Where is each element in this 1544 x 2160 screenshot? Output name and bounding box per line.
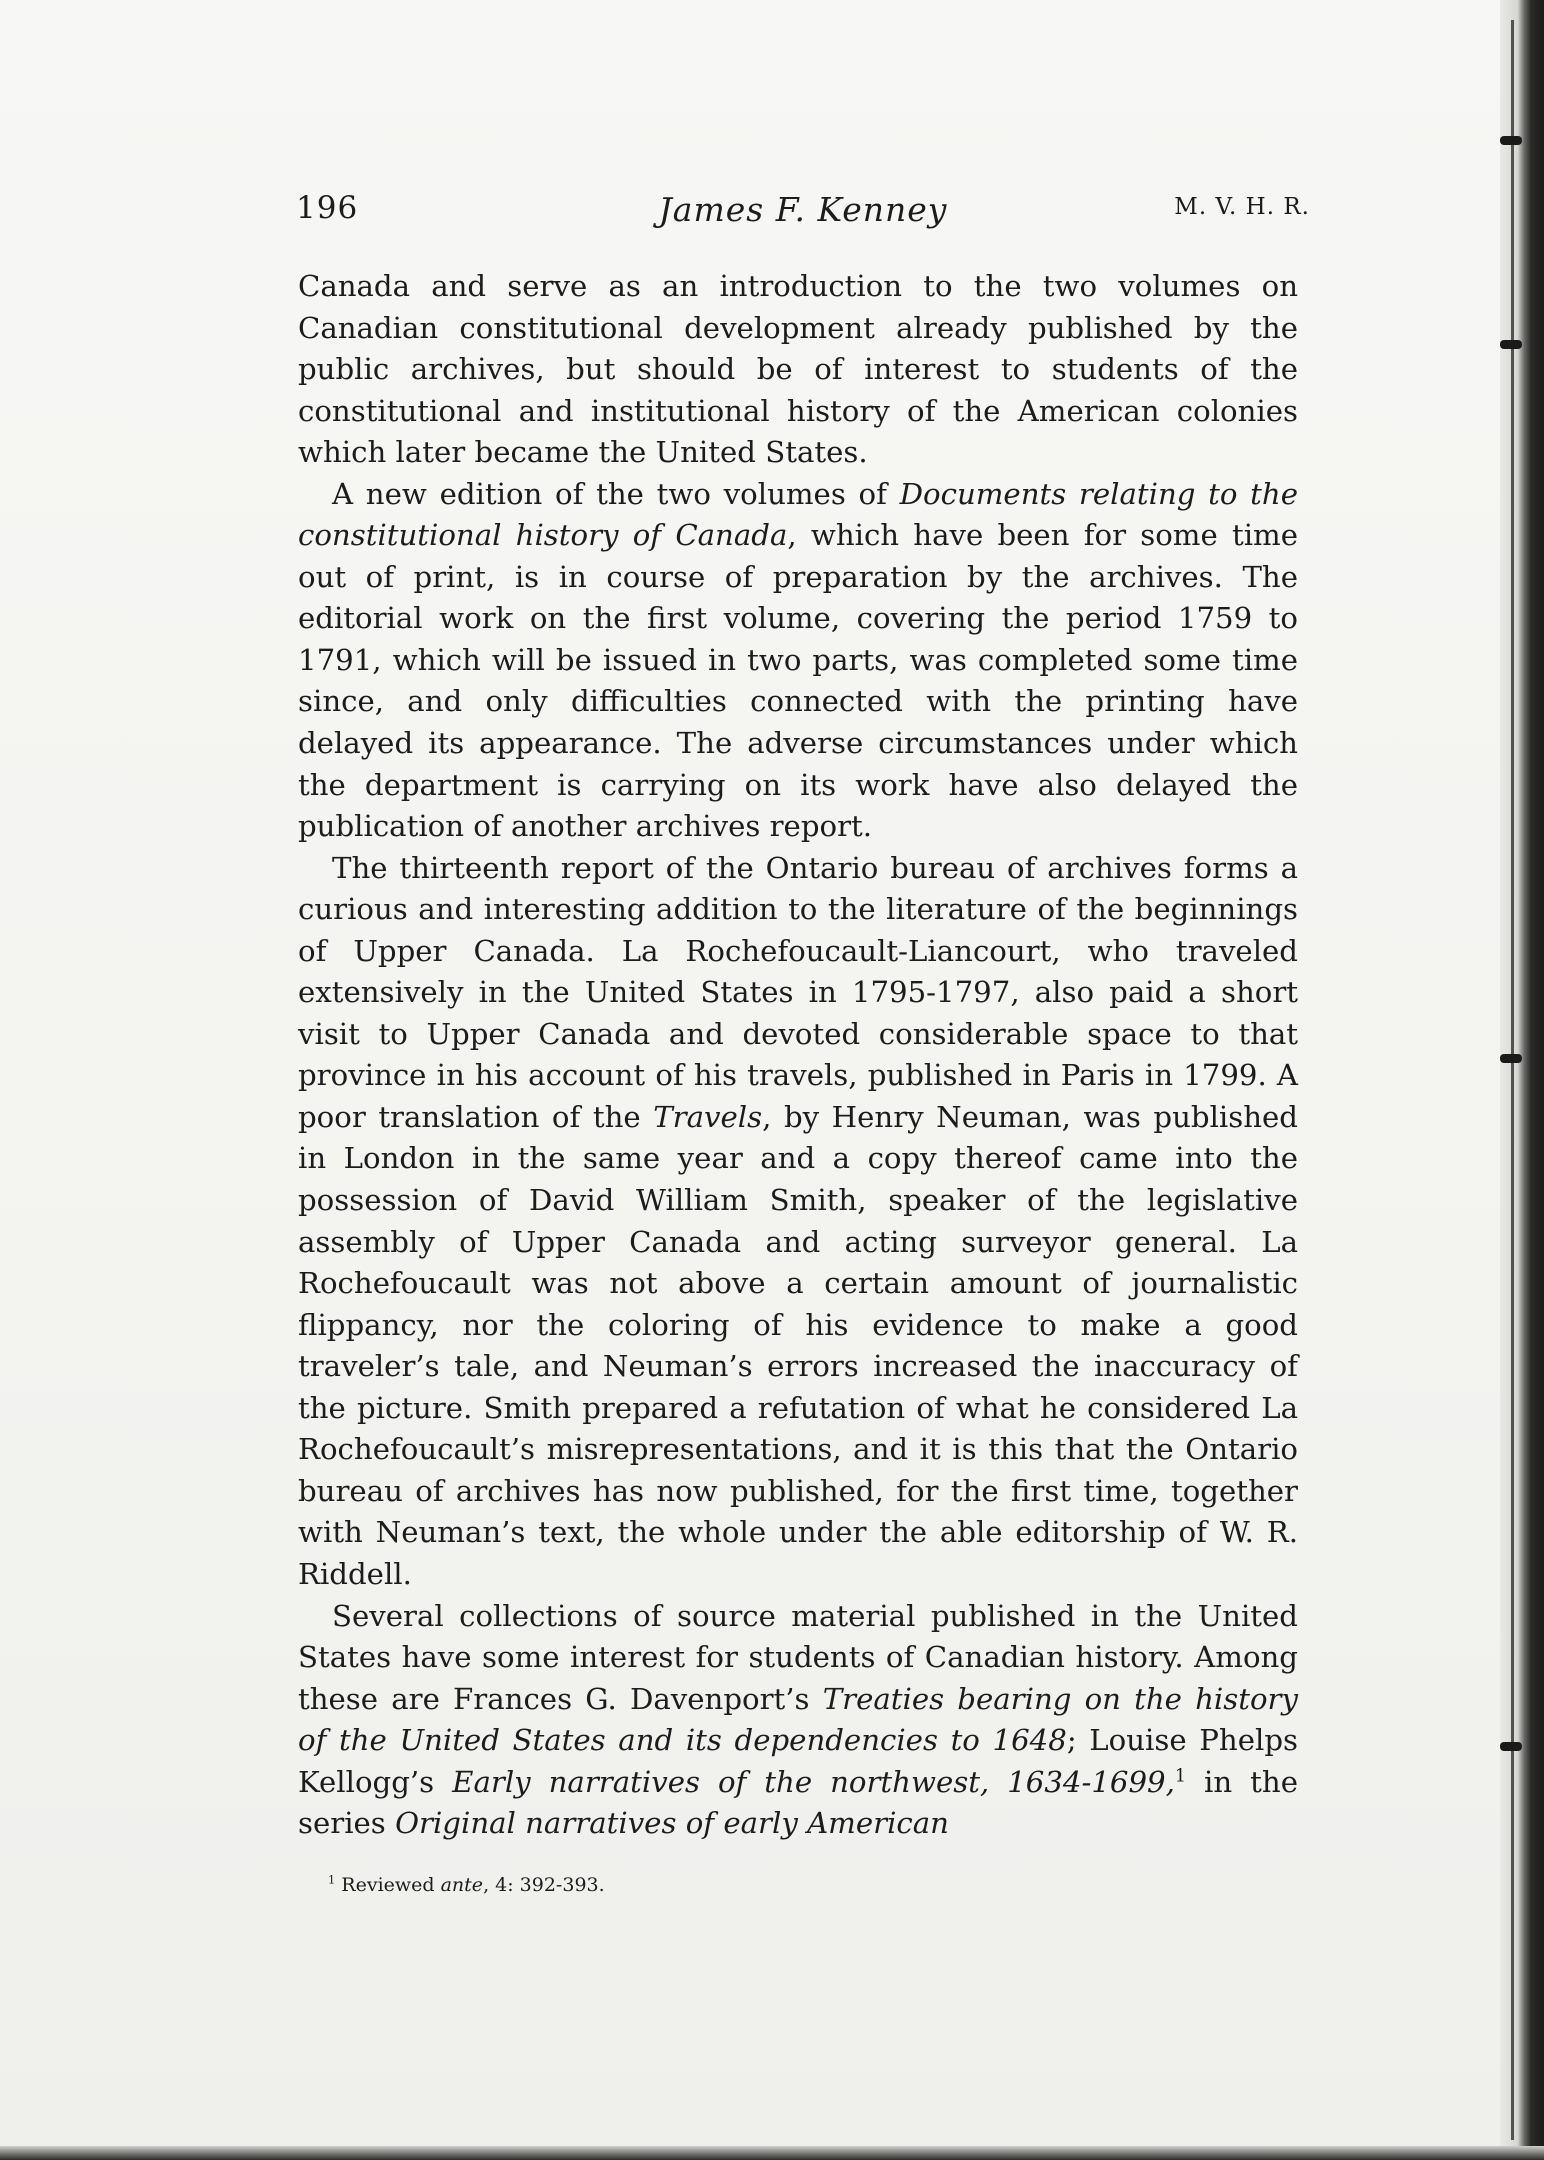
text-run: Canada and serve as an introduction to the two volumes on Canadian constitutional development already published by the public archives, but should be of interest to students of the constitutional and institutional history of the American colonies which later became the United States. xyxy=(298,269,1298,470)
running-title: James F. Kenney xyxy=(658,190,948,229)
paragraph xyxy=(298,266,1298,474)
footnote-number: 1 xyxy=(328,1872,336,1887)
scan-artifact-mark xyxy=(1500,1054,1522,1063)
italic-title: Travels xyxy=(653,1099,763,1134)
italic-title: Documents relating to the constitutional history of Canada xyxy=(298,476,1298,553)
text-run: in the series xyxy=(298,1764,1298,1841)
page-binding-edge xyxy=(1500,0,1544,2160)
body-text xyxy=(298,266,1298,1845)
scan-artifact-mark xyxy=(1500,340,1522,349)
page-number: 196 xyxy=(296,190,359,226)
scan-artifact-mark xyxy=(1500,136,1522,145)
page-bottom-edge xyxy=(0,2146,1544,2160)
running-header xyxy=(296,190,1310,240)
footnote xyxy=(328,1872,1228,1898)
text-run: ; Louise Phelps Kellogg’s xyxy=(298,1723,1298,1799)
text-run: A new edition of the two volumes of xyxy=(332,476,900,511)
journal-abbreviation: M. V. H. R. xyxy=(1174,194,1310,220)
italic-title: Treaties bearing on the history of the United States and its dependencies to 1648 xyxy=(298,1681,1298,1758)
footnote-marker: 1 xyxy=(1174,1765,1187,1786)
text-run: , by Henry Neuman, was published in London in the same year and a copy thereof came into the possession of David William Smith, speaker of the legislative assembly of Upper Canada and acting surveyor general. La Rochefoucault was not above a certain amount of journalistic flippancy, nor the coloring of his evidence to make a good traveler’s tale, and Neuman’s errors increased the inaccuracy of the picture. Smith prepared a refutation of what he considered La Rochefoucault’s misrepresentations, and it is this that the Ontario bureau of archives has now published, for the first time, together with Neuman’s text, the whole under the able editorship of W. R. Riddell. xyxy=(298,1099,1298,1591)
text-run: Reviewed xyxy=(335,1874,441,1896)
scan-artifact-mark xyxy=(1500,1742,1522,1751)
text-run: The thirteenth report of the Ontario bureau of archives forms a curious and interesting addition to the literature of the beginnings of Upper Canada. La Rochefoucault-Liancourt, who traveled extensively in the United States in 1795-1797, also paid a short visit to Upper Canada and devoted considerable space to that province in his account of his travels, published in Paris in 1799. A poor translation of the xyxy=(298,850,1298,1134)
italic-title: Original narratives of early American xyxy=(395,1806,949,1841)
paragraph xyxy=(298,1596,1298,1845)
page-edge-line xyxy=(1511,20,1514,2140)
text-run: , which have been for some time out of print, is in course of preparation by the archives. The editorial work on the first volume, covering the period 1759 to 1791, which will be issued in two parts, was completed some time since, and only difficulties connected with the printing have delayed its appearance. The adverse circumstances under which the department is carrying on its work have also delayed the publication of another archives report. xyxy=(298,518,1298,844)
italic-title: Early narratives of the northwest, 1634-1699, xyxy=(452,1764,1175,1799)
paragraph xyxy=(298,474,1298,848)
paragraph xyxy=(298,848,1298,1596)
text-run: Several collections of source material published in the United States have some interest for students of Canadian history. Among these are Frances G. Davenport’s xyxy=(298,1598,1298,1716)
text-run: , 4: 392-393. xyxy=(483,1874,605,1896)
italic-title: ante xyxy=(440,1874,484,1896)
